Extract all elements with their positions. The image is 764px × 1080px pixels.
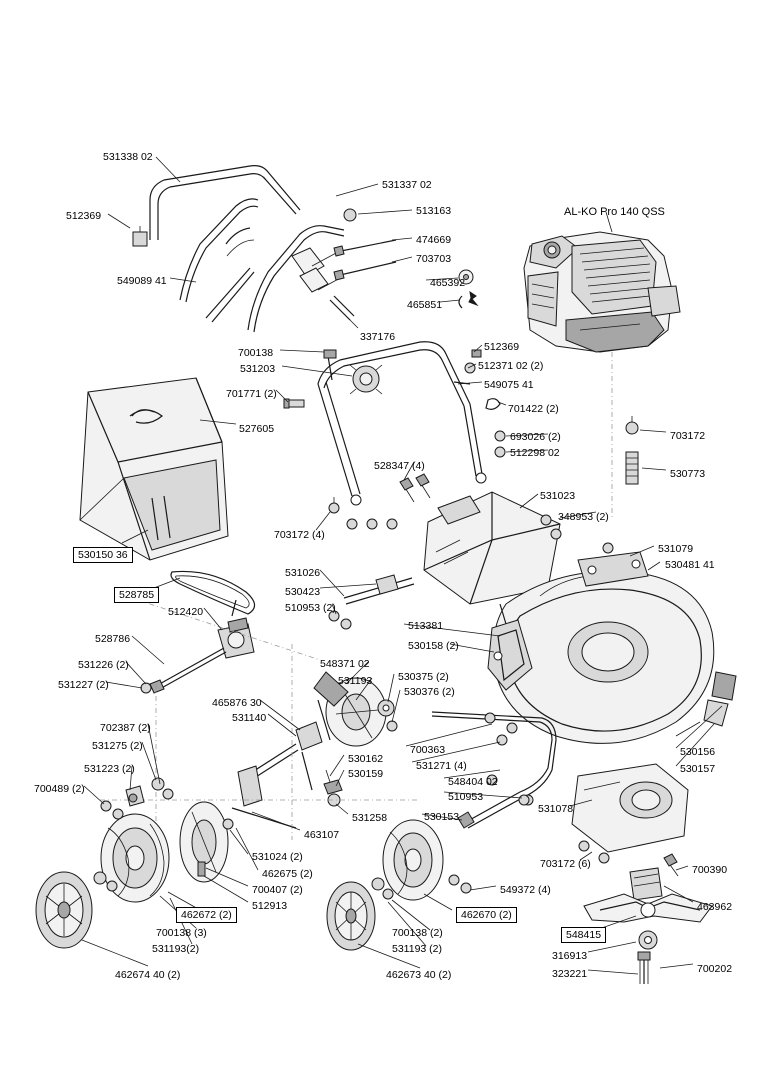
part-number-label: 462675 (2) — [262, 868, 313, 880]
part-number-label: 530156 — [680, 746, 716, 758]
part-number-label: 530159 — [348, 768, 384, 780]
part-number-label: 700202 — [697, 963, 733, 975]
part-number-label: 462672 (2) — [176, 907, 237, 923]
part-number-label: 465851 — [407, 299, 443, 311]
part-number-label: 474669 — [416, 234, 452, 246]
part-number-label: 549089 41 — [117, 275, 167, 287]
part-number-label: 548371 02 — [320, 658, 370, 670]
part-number-label: 531193 — [338, 675, 373, 687]
part-number-label: 510953 (2) — [285, 602, 336, 614]
part-number-label: 530423 — [285, 586, 321, 598]
part-number-label: 512913 — [252, 900, 288, 912]
part-number-label: 531024 (2) — [252, 851, 303, 863]
part-number-label: 700138 (3) — [156, 927, 207, 939]
part-number-label: 531223 (2) — [84, 763, 135, 775]
part-number-label: 531078 — [538, 803, 574, 815]
part-number-label: 528347 (4) — [374, 460, 425, 472]
part-number-label: 531023 — [540, 490, 576, 502]
part-number-label: 512298 02 — [510, 447, 560, 459]
part-number-label: 548404 02 — [448, 776, 498, 788]
part-number-label: 513163 — [416, 205, 452, 217]
part-number-label: 530150 36 — [73, 547, 133, 563]
part-number-label: 530157 — [680, 763, 716, 775]
part-number-label: 701771 (2) — [226, 388, 277, 400]
part-number-label: 512420 — [168, 606, 204, 618]
part-number-label: 702387 (2) — [100, 722, 151, 734]
part-number-label: 531275 (2) — [92, 740, 143, 752]
wheel-hubcap-rear-left — [36, 872, 92, 948]
part-number-label: 323221 — [552, 968, 588, 980]
part-number-label: 701422 (2) — [508, 403, 559, 415]
blade-assembly — [584, 868, 712, 984]
part-number-label: 463962 — [697, 901, 733, 913]
wheel-hubcap-front-right — [327, 882, 375, 950]
part-number-label: 510953 — [448, 791, 484, 803]
part-number-label: 531203 — [240, 363, 276, 375]
part-number-label: 531337 02 — [382, 179, 432, 191]
part-number-label: 316913 — [552, 950, 588, 962]
part-number-label: 531258 — [352, 812, 388, 824]
part-number-label: 531140 — [232, 712, 267, 724]
part-number-label: 530153 — [424, 811, 460, 823]
part-number-label: 465392 — [430, 277, 466, 289]
part-number-label: 462670 (2) — [456, 907, 517, 923]
part-number-label: 703172 — [670, 430, 706, 442]
part-number-label: 700390 — [692, 864, 728, 876]
part-number-label: 530481 41 — [665, 559, 715, 571]
part-number-label: 700363 — [410, 744, 446, 756]
part-number-label: 700489 (2) — [34, 783, 85, 795]
part-number-label: 462674 40 (2) — [115, 969, 181, 981]
part-number-label: 700138 — [238, 347, 274, 359]
wheel-front-right — [383, 820, 443, 900]
part-number-label: 465876 30 — [212, 697, 262, 709]
part-number-label: 513381 — [408, 620, 444, 632]
part-number-label: 512369 — [484, 341, 520, 353]
engine-assembly — [454, 232, 680, 520]
part-number-label: 530773 — [670, 468, 706, 480]
part-number-label: 512369 — [66, 210, 102, 222]
part-number-label: 528786 — [95, 633, 131, 645]
part-number-label: 337176 — [360, 331, 396, 343]
part-number-label: 548415 — [561, 927, 606, 943]
part-number-label: 463107 — [304, 829, 340, 841]
part-number-label: 531226 (2) — [78, 659, 129, 671]
part-number-label: 462673 40 (2) — [386, 969, 452, 981]
part-number-label: 527605 — [239, 423, 275, 435]
part-number-label: 703172 (4) — [274, 529, 325, 541]
part-number-label: 530376 (2) — [404, 686, 455, 698]
part-number-label: 531338 02 — [103, 151, 153, 163]
engine-title-label: AL-KO Pro 140 QSS — [564, 206, 665, 218]
part-number-label: 531193 (2) — [392, 943, 443, 955]
part-number-label: 549075 41 — [484, 379, 534, 391]
part-number-label: 348953 (2) — [558, 511, 609, 523]
part-number-label: 531079 — [658, 543, 694, 555]
part-number-label: 549372 (4) — [500, 884, 551, 896]
part-number-label: 530375 (2) — [398, 671, 449, 683]
grass-catcher-bag — [80, 378, 228, 560]
part-number-label: 530162 — [348, 753, 384, 765]
part-number-label: 512371 02 (2) — [478, 360, 544, 372]
part-number-label: 693026 (2) — [510, 431, 561, 443]
part-number-label: 703172 (6) — [540, 858, 591, 870]
part-number-label: 700138 (2) — [392, 927, 443, 939]
part-number-label: 531026 — [285, 567, 321, 579]
part-number-label: 528785 — [114, 587, 159, 603]
part-number-label: 700407 (2) — [252, 884, 303, 896]
part-number-label: 703703 — [416, 253, 452, 265]
part-number-label: 531271 (4) — [416, 760, 467, 772]
part-number-label: 531227 (2) — [58, 679, 109, 691]
part-number-label: 530158 (2) — [408, 640, 459, 652]
part-number-label: 531193(2) — [152, 943, 200, 955]
